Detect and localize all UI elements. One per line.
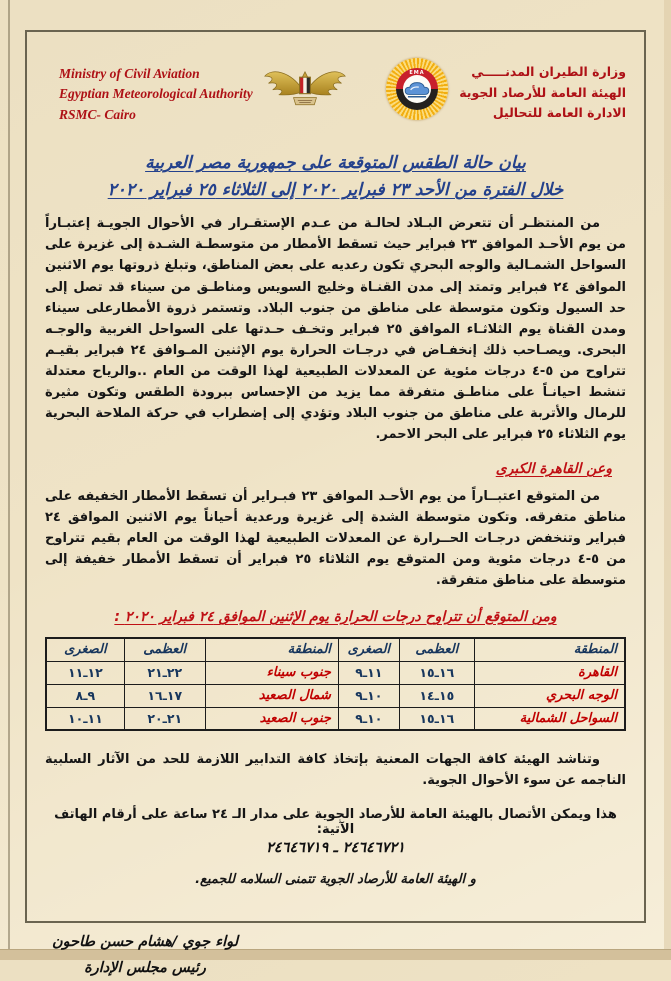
contact-line: هذا ويمكن الأتصال بالهيئة العامة للأرصاد الجوية على مدار الـ ٢٤ ساعة على أرقام الهاتف الآتية: [54,807,617,838]
ema-logo-core [403,75,431,103]
appeal-paragraph: وتناشد الهيئة كافة الجهات المعنية بإتخاذ كافة التدابير اللازمة للحد من الآثار السلبية الناجمه عن سوء الأحوال الجوية. [45,752,626,789]
header-region-a: المنطقة [474,638,625,661]
arabic-ministry-line: وزارة الطيران المدنـــــي [471,64,626,79]
region-cairo: القاهرة [474,661,625,684]
header-max-b: العظمى [124,638,205,661]
north-upper-egypt-max-temp: ١٦ـ١٧ [124,684,205,707]
header-max-a: العظمى [399,638,474,661]
temperatures-heading: ومن المتوقع أن تتراوح درجات الحرارة يوم الإثنين الموافق ٢٤ فبراير ٢٠٢٠ : [114,609,557,626]
signature-title: رئيس مجلس الإدارة [84,960,206,977]
arabic-department-line: الادارة العامة للتحاليل [492,105,626,121]
south-sinai-max-temp: ٢١ـ٢٢ [124,661,205,684]
english-rsmc-line: RSMC- Cairo [59,106,136,122]
bulletin-title-line2: خلال الفترة من الأحد ٢٣ فبراير ٢٠٢٠ إلى الثلاثاء ٢٥ فبراير ٢٠٢٠ [107,180,564,201]
region-north-upper-egypt: شمال الصعيد [205,684,338,707]
cairo-min-temp: ٩ـ١١ [338,661,399,684]
header-min-a: الصغرى [338,638,399,661]
south-sinai-min-temp: ١١ـ١٢ [46,661,124,684]
table-header-row [46,638,625,661]
english-authority-block [45,54,253,125]
table-row [46,661,625,684]
north-coasts-min-temp: ٩ـ١٠ [338,707,399,730]
phone-numbers: ٢٤٦٤٦٧١٩ ـ ٢٤٦٤٦٧٢١ [266,840,405,857]
header-region-b: المنطقة [205,638,338,661]
lower-egypt-max-temp: ١٤ـ١٥ [399,684,474,707]
letterhead [45,54,626,138]
north-upper-egypt-min-temp: ٨ـ٩ [46,684,124,707]
bulletin-title [45,150,626,204]
region-south-sinai: جنوب سيناء [205,661,338,684]
cairo-max-temp: ١٥ـ١٦ [399,661,474,684]
region-north-coasts: السواحل الشمالية [474,707,625,730]
eagle-emblem-svg [262,60,348,118]
scan-page-edge-left [8,0,10,960]
region-south-upper-egypt: جنوب الصعيد [205,707,338,730]
ema-logo-flag-ring [396,68,438,110]
bulletin-title-line1: بيان حالة الطقس المتوقعة على جمهورية مصر العربية [145,153,526,173]
english-authority-line: Egyptian Meteorological Authority [59,86,253,102]
civil-aviation-winged-eagle-emblem-icon [262,60,348,118]
greater-cairo-heading: وعن القاهرة الكبرى [495,460,612,477]
closing-line: و الهيئة العامة للأرصاد الجوية تتمنى السلامه للجميع. [195,872,476,888]
cloud-icon [403,79,431,99]
south-upper-egypt-min-temp: ١٠ـ١١ [46,707,124,730]
ema-sunburst-logo-icon [386,58,448,120]
ema-logo-label: EMA [409,69,425,76]
english-ministry-line: Ministry of Civil Aviation [59,66,200,81]
document-border-frame [25,30,646,977]
signature-block [45,929,245,981]
region-lower-egypt: الوجه البحري [474,684,625,707]
lower-egypt-min-temp: ٩ـ١٠ [338,684,399,707]
greater-cairo-paragraph: من المتوقع اعتبــاراً من يوم الأحـد الموافق ٢٣ فبـراير أن تسقط الأمطار الخفيفه على مناطق متفرقه. وتكون متوسطة الشدة إلى غزيرة ورعدية أحياناً يوم الاثنين الموافق ٢٤ فبراير وتنخفض درجـات الحــرارة عن المعدلات الطبيعية لهذا الوقت من العام بقيم تتراوح من ٤‎-‎٥ درجات مئوية ومن المتوقع يوم الثلاثاء ٢٥ فبراير أن تسقط الأمطار خفيفة إلى متوسطة على مناطق متفرقة. [45,488,627,589]
scan-page-edge-right [664,0,671,960]
temperatures-table [45,637,626,731]
table-row [46,707,625,730]
letterhead-emblems [262,54,448,120]
north-coasts-max-temp: ١٥ـ١٦ [399,707,474,730]
arabic-authority-line: الهيئة العامة للأرصاد الجوية [459,84,626,100]
arabic-authority-block [457,54,626,124]
header-min-b: الصغرى [46,638,124,661]
south-upper-egypt-max-temp: ٢٠ـ٢١ [124,707,205,730]
table-row [46,684,625,707]
forecast-paragraph: من المنتظـر أن تتعرض البـلاد لحالـة من عـدم الإستقـرار في الأحوال الجويـة إعتبـاراً من يوم الأحـد الموافق ٢٣ فبراير حيث تسقط الأمطار من متوسطـة الشـدة إلى غزيرة على السواحل الشمـالية والوجه البحري تكون رعديه على بعض المناطق، وتبلغ ذروتها يوم الاثنين الموافق ٢٤ فبراير وتمتد إلى مدن القنـاة وخليج السويس ومناطـق من سيناء قد تصل إلى حد السيول وتكون متوسطة على مناطق من جنوب البلاد. وتستمر ذروة الأمطارعلى سيناء ومدن القناة يوم الثلاثـاء الموافق ٢٥ فبراير وتخـف حـدتها على السواحل الغربية والوجـه البحرى. ويصـاحب ذلك إنخفـاض في درجـات الحرارة يوم الإثنين المـوافق ٢٤ فبراير بقيـم تتراوح من ٤‎-‎٥ درجات مئوية عن المعدلات الطبيعية لهذا الوقت من العام ..والرياح معتدلة تنشط احيانـاً على مناطـق متفرقة مما يزيد من الإحساس ببرودة الطقس وتكون مثيرة للرمال والأتربة على مناطق من جنوب البلاد وتؤدي إلى إضطراب في حركة الملاحة البحرية يوم الثلاثاء ٢٥ فبراير على البحر الاحمر. [45,216,626,442]
signature-name: لواء جوي /هشام حسن طاحون [51,934,239,951]
